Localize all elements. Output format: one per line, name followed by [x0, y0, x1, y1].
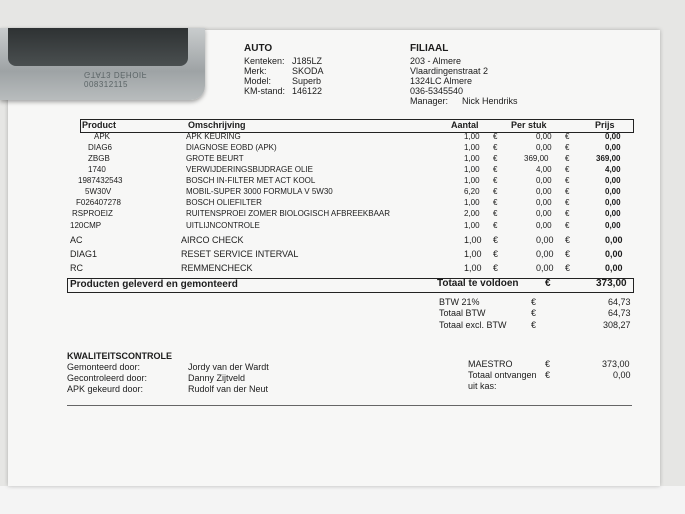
- row-per-stuk: 0,00: [536, 263, 554, 273]
- row-per-stuk: 0,00: [536, 187, 552, 196]
- row-euro-per-stuk: €: [493, 154, 498, 163]
- payment-ontvangen-value: 0,00: [613, 370, 631, 380]
- col-header-prijs: Prijs: [595, 120, 615, 130]
- row-omschrijving: BOSCH IN-FILTER MET ACT KOOL: [186, 176, 316, 185]
- footer-euro-sign: €: [545, 278, 551, 289]
- kwaliteit-label-gemonteerd: Gemonteerd door:: [67, 362, 141, 372]
- row-euro-prijs: €: [565, 263, 571, 273]
- btw-excl-value: 308,27: [603, 320, 631, 330]
- row-euro-prijs: €: [565, 235, 571, 245]
- row-prijs: 0,00: [605, 249, 623, 259]
- row-omschrijving: AIRCO CHECK: [181, 235, 244, 245]
- kwaliteit-name-apk: Rudolf van der Neut: [188, 384, 269, 394]
- btw-excl-euro: €: [531, 320, 537, 330]
- row-omschrijving: RUITENSPROEI ZOMER BIOLOGISCH AFBREEKBAAR: [186, 209, 391, 218]
- row-per-stuk: 0,00: [536, 176, 552, 185]
- row-euro-prijs: €: [565, 143, 570, 152]
- row-euro-per-stuk: €: [493, 209, 498, 218]
- row-euro-prijs: €: [565, 187, 570, 196]
- row-prijs: 369,00: [596, 154, 621, 163]
- row-per-stuk: 0,00: [536, 209, 552, 218]
- row-euro-prijs: €: [565, 176, 570, 185]
- col-header-omschrijving: Omschrijving: [188, 120, 246, 130]
- footer-producten-label: Producten geleverd en gemonteerd: [70, 279, 238, 290]
- btw-21-label: BTW 21%: [439, 297, 480, 307]
- auto-label-kenteken: Kenteken:: [244, 56, 285, 66]
- filiaal-manager-label: Manager:: [410, 96, 449, 106]
- payment-ontvangen-euro: €: [545, 370, 551, 380]
- row-product: 1987432543: [78, 176, 123, 185]
- row-euro-per-stuk: €: [493, 187, 498, 196]
- kwaliteit-label-apk: APK gekeurd door:: [67, 384, 144, 394]
- filiaal-line-3: 1324LC Almere: [410, 76, 473, 86]
- auto-value-model: Superb: [292, 76, 322, 86]
- clip-mirrored-text: GTAT3 DÉHOIF: [84, 70, 148, 79]
- row-aantal: 1,00: [464, 176, 480, 185]
- row-aantal: 2,00: [464, 209, 480, 218]
- payment-kas-label: uit kas:: [468, 381, 497, 391]
- row-prijs: 0,00: [605, 263, 623, 273]
- kwaliteit-name-gecontroleerd: Danny Zijtveld: [188, 373, 246, 383]
- filiaal-manager-name: Nick Hendriks: [462, 96, 518, 106]
- row-euro-prijs: €: [565, 154, 570, 163]
- row-omschrijving: RESET SERVICE INTERVAL: [181, 249, 299, 259]
- row-product: ZBGB: [88, 154, 110, 163]
- row-prijs: 0,00: [605, 143, 621, 152]
- row-prijs: 0,00: [605, 209, 621, 218]
- row-euro-per-stuk: €: [493, 235, 499, 245]
- row-per-stuk: 0,00: [536, 132, 552, 141]
- row-product: 120CMP: [70, 221, 102, 230]
- row-omschrijving: GROTE BEURT: [186, 154, 244, 163]
- row-euro-prijs: €: [565, 198, 570, 207]
- row-euro-per-stuk: €: [493, 165, 498, 174]
- row-prijs: 0,00: [605, 221, 621, 230]
- btw-totaal-value: 64,73: [608, 308, 631, 318]
- auto-label-merk: Merk:: [244, 66, 267, 76]
- auto-label-model: Model:: [244, 76, 272, 86]
- kwaliteit-name-gemonteerd: Jordy van der Wardt: [188, 362, 269, 372]
- btw-21-euro: €: [531, 297, 537, 307]
- col-header-product: Product: [82, 120, 117, 130]
- filiaal-line-1: 203 - Almere: [410, 56, 462, 66]
- row-per-stuk: 0,00: [536, 198, 552, 207]
- bottom-separator: [67, 405, 632, 406]
- row-euro-prijs: €: [565, 209, 570, 218]
- row-prijs: 4,00: [605, 165, 621, 174]
- row-euro-per-stuk: €: [493, 221, 498, 230]
- row-euro-prijs: €: [565, 221, 570, 230]
- auto-heading: AUTO: [244, 43, 273, 54]
- row-per-stuk: 0,00: [536, 221, 552, 230]
- row-aantal: 1,00: [464, 143, 480, 152]
- payment-method-euro: €: [545, 359, 551, 369]
- row-aantal: 1,00: [464, 221, 480, 230]
- btw-totaal-label: Totaal BTW: [439, 308, 486, 318]
- row-omschrijving: BOSCH OLIEFILTER: [186, 198, 262, 207]
- row-euro-per-stuk: €: [493, 198, 498, 207]
- row-prijs: 0,00: [605, 198, 621, 207]
- table-header-box: [80, 119, 634, 133]
- btw-totaal-euro: €: [531, 308, 537, 318]
- row-product: AC: [70, 235, 83, 245]
- row-aantal: 1,00: [464, 235, 482, 245]
- row-omschrijving: MOBIL-SUPER 3000 FORMULA V 5W30: [186, 187, 333, 196]
- auto-value-merk: SKODA: [292, 66, 324, 76]
- footer-total-label: Totaal te voldoen: [437, 278, 519, 289]
- kwaliteit-label-gecontroleerd: Gecontroleerd door:: [67, 373, 148, 383]
- btw-excl-label: Totaal excl. BTW: [439, 320, 507, 330]
- filiaal-heading: FILIAAL: [410, 43, 449, 54]
- payment-method-value: 373,00: [602, 359, 630, 369]
- row-per-stuk: 0,00: [536, 249, 554, 259]
- row-product: 1740: [88, 165, 106, 174]
- row-euro-per-stuk: €: [493, 249, 499, 259]
- row-product: DIAG1: [70, 249, 98, 259]
- row-aantal: 1,00: [464, 249, 482, 259]
- row-euro-prijs: €: [565, 165, 570, 174]
- row-prijs: 0,00: [605, 176, 621, 185]
- row-euro-per-stuk: €: [493, 132, 498, 141]
- row-per-stuk: 0,00: [536, 235, 554, 245]
- row-product: DIAG6: [88, 143, 113, 152]
- row-per-stuk: 369,00: [524, 154, 549, 163]
- row-aantal: 1,00: [464, 165, 480, 174]
- row-aantal: 1,00: [464, 198, 480, 207]
- row-euro-prijs: €: [565, 249, 571, 259]
- col-header-per-stuk: Per stuk: [511, 120, 547, 130]
- row-omschrijving: DIAGNOSE EOBD (APK): [186, 143, 277, 152]
- clip-dark-part: [8, 28, 188, 66]
- kwaliteit-heading: KWALITEITSCONTROLE: [67, 351, 172, 361]
- row-euro-per-stuk: €: [493, 143, 498, 152]
- row-euro-per-stuk: €: [493, 263, 499, 273]
- row-omschrijving: VERWIJDERINGSBIJDRAGE OLIE: [186, 165, 313, 174]
- document-clip: [0, 28, 205, 100]
- row-prijs: 0,00: [605, 187, 621, 196]
- row-omschrijving: UITLIJNCONTROLE: [186, 221, 260, 230]
- row-product: 5W30V: [85, 187, 112, 196]
- footer-total-value: 373,00: [596, 278, 627, 289]
- row-prijs: 0,00: [605, 235, 623, 245]
- auto-value-kenteken: J185LZ: [292, 56, 323, 66]
- payment-method: MAESTRO: [468, 359, 513, 369]
- row-prijs: 0,00: [605, 132, 621, 141]
- row-aantal: 1,00: [464, 132, 480, 141]
- auto-label-kmstand: KM-stand:: [244, 86, 286, 96]
- row-product: RSPROEIZ: [72, 209, 113, 218]
- row-per-stuk: 0,00: [536, 143, 552, 152]
- payment-ontvangen-label: Totaal ontvangen: [468, 370, 537, 380]
- row-omschrijving: APK KEURING: [186, 132, 241, 141]
- tabletop-bottom: [0, 486, 685, 514]
- row-euro-prijs: €: [565, 132, 570, 141]
- row-aantal: 1,00: [464, 263, 482, 273]
- btw-21-value: 64,73: [608, 297, 631, 307]
- auto-value-kmstand: 146122: [292, 86, 323, 96]
- clip-text: 008312115: [84, 80, 128, 89]
- row-euro-per-stuk: €: [493, 176, 498, 185]
- row-product: RC: [70, 263, 83, 273]
- col-header-aantal: Aantal: [451, 120, 479, 130]
- row-omschrijving: REMMENCHECK: [181, 263, 253, 273]
- row-product: APK: [94, 132, 111, 141]
- filiaal-line-4: 036-5345540: [410, 86, 464, 96]
- row-aantal: 6,20: [464, 187, 480, 196]
- row-aantal: 1,00: [464, 154, 480, 163]
- filiaal-line-2: Vlaardingenstraat 2: [410, 66, 489, 76]
- row-product: F026407278: [76, 198, 121, 207]
- row-per-stuk: 4,00: [536, 165, 552, 174]
